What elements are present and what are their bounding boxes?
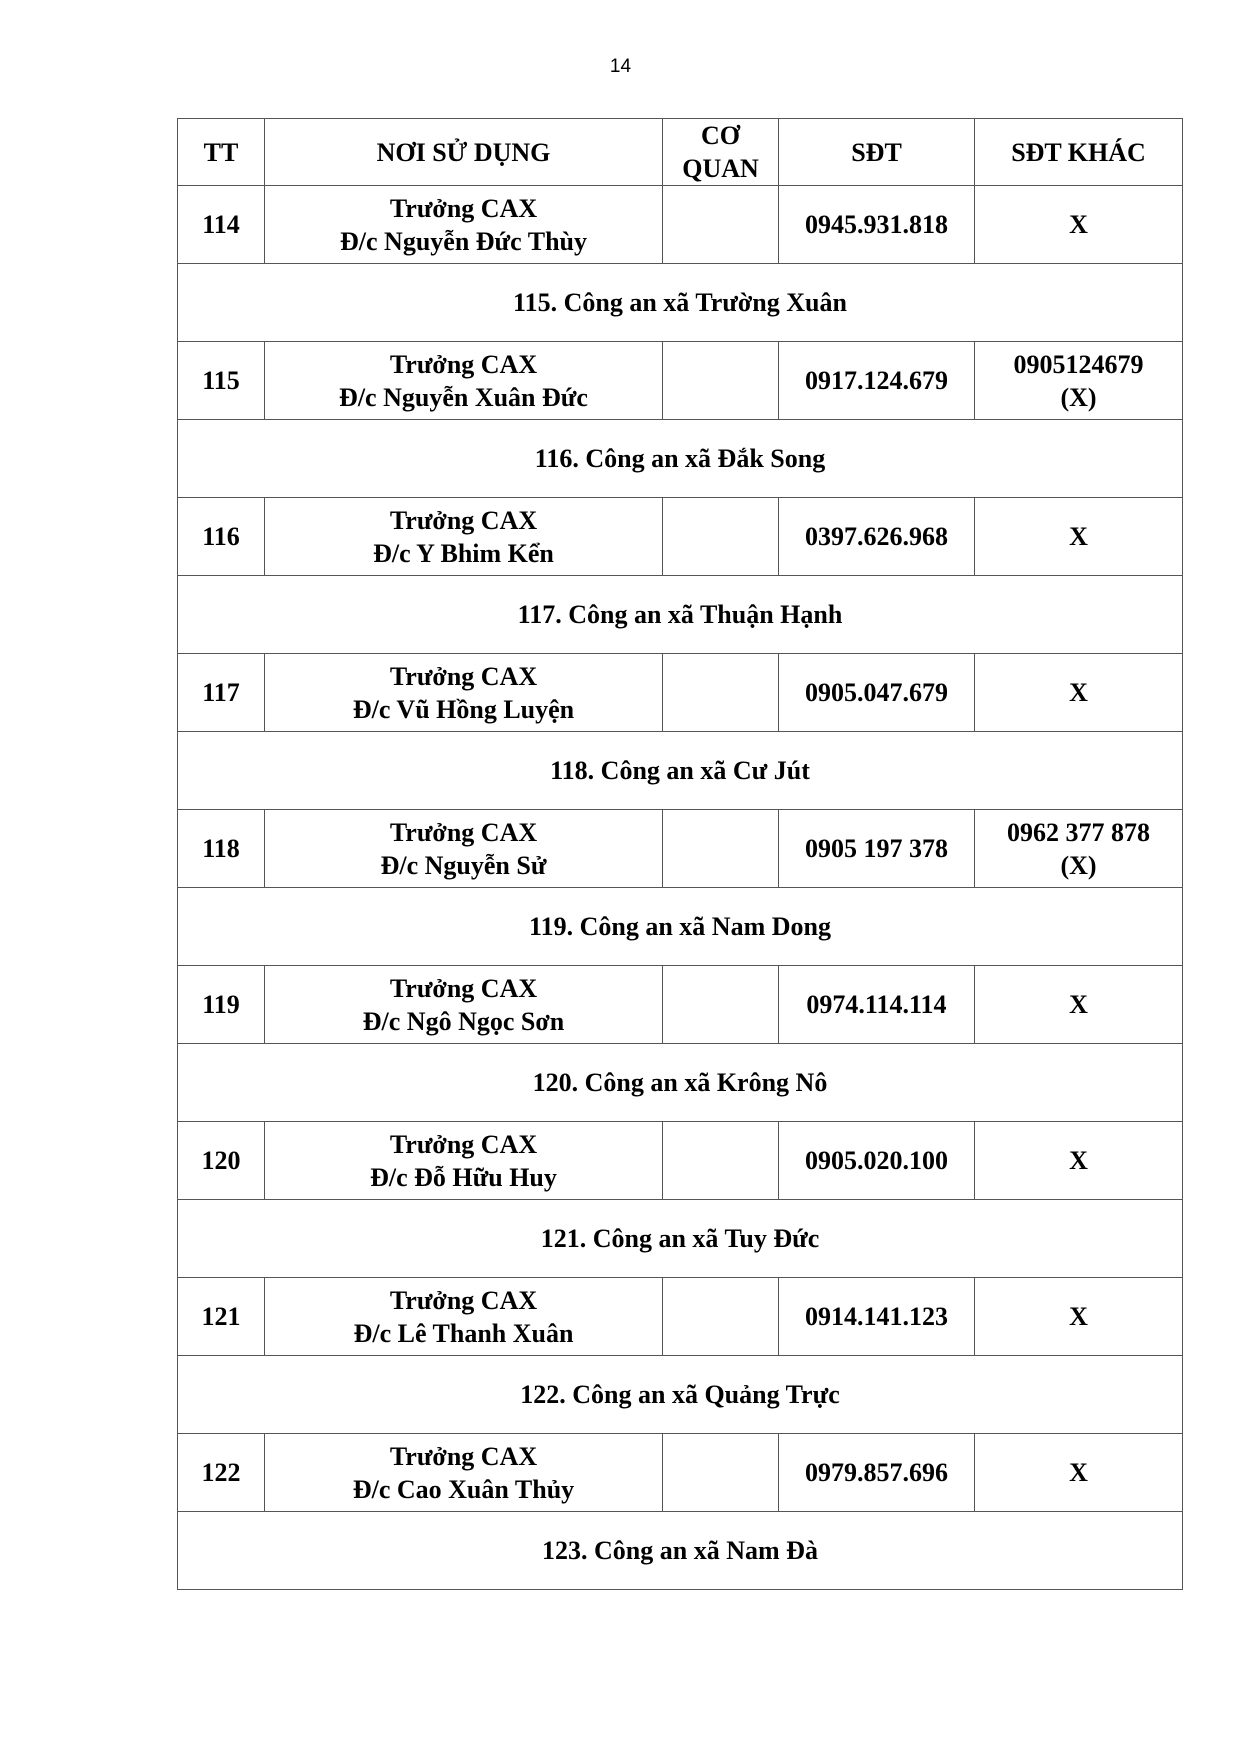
cell-noi-su-dung <box>265 342 663 420</box>
header-co-quan: CƠ QUAN <box>663 119 779 186</box>
sdt-khac-line: X <box>1069 210 1088 239</box>
section-row <box>178 1356 1183 1434</box>
table-row <box>178 186 1183 264</box>
cell-sdt: 0917.124.679 <box>779 342 975 420</box>
table-row <box>178 1122 1183 1200</box>
header-sdt-khac: SĐT KHÁC <box>975 119 1183 186</box>
role-label: Trưởng CAX <box>389 1441 538 1471</box>
cell-co-quan <box>663 342 779 420</box>
cell-sdt-khac <box>975 498 1183 576</box>
cell-sdt-khac <box>975 966 1183 1044</box>
cell-noi-su-dung <box>265 186 663 264</box>
sdt-khac-line: X <box>1069 1146 1088 1175</box>
section-row <box>178 732 1183 810</box>
person-name: Đ/c Vũ Hồng Luyện <box>352 694 575 724</box>
section-row <box>178 264 1183 342</box>
section-title: 121. Công an xã Tuy Đức <box>178 1200 1183 1278</box>
sdt-khac-line: (X) <box>1060 850 1097 880</box>
section-row <box>178 1044 1183 1122</box>
table-row <box>178 1278 1183 1356</box>
cell-co-quan <box>663 498 779 576</box>
cell-tt: 121 <box>178 1278 265 1356</box>
cell-tt: 116 <box>178 498 265 576</box>
role-label: Trưởng CAX <box>389 817 538 847</box>
cell-tt: 117 <box>178 654 265 732</box>
table-body <box>178 186 1183 1590</box>
cell-sdt-khac <box>975 654 1183 732</box>
section-title: 115. Công an xã Trường Xuân <box>178 264 1183 342</box>
person-name: Đ/c Nguyễn Sử <box>380 850 547 880</box>
table-row <box>178 966 1183 1044</box>
person-name: Đ/c Cao Xuân Thủy <box>352 1474 575 1504</box>
section-row <box>178 1512 1183 1590</box>
cell-sdt: 0974.114.114 <box>779 966 975 1044</box>
sdt-khac-line: X <box>1069 1458 1088 1487</box>
sdt-khac-line: X <box>1069 678 1088 707</box>
sdt-khac-line: X <box>1069 522 1088 551</box>
page-number: 14 <box>609 56 632 77</box>
sdt-khac-line: 0962 377 878 <box>1007 817 1150 847</box>
table-row <box>178 498 1183 576</box>
contact-table <box>177 118 1183 1590</box>
cell-sdt: 0905 197 378 <box>779 810 975 888</box>
cell-noi-su-dung <box>265 498 663 576</box>
cell-tt: 114 <box>178 186 265 264</box>
header-row <box>178 119 1183 186</box>
sdt-khac-line: (X) <box>1060 382 1097 412</box>
person-name: Đ/c Lê Thanh Xuân <box>353 1318 574 1348</box>
cell-co-quan <box>663 810 779 888</box>
role-label: Trưởng CAX <box>389 193 538 223</box>
cell-noi-su-dung <box>265 654 663 732</box>
section-title: 118. Công an xã Cư Jút <box>178 732 1183 810</box>
role-label: Trưởng CAX <box>389 505 538 535</box>
cell-sdt-khac <box>975 1434 1183 1512</box>
role-label: Trưởng CAX <box>389 1129 538 1159</box>
section-row <box>178 420 1183 498</box>
cell-sdt-khac <box>975 186 1183 264</box>
cell-sdt: 0914.141.123 <box>779 1278 975 1356</box>
cell-noi-su-dung <box>265 810 663 888</box>
section-row <box>178 888 1183 966</box>
role-label: Trưởng CAX <box>389 1285 538 1315</box>
header-tt: TT <box>178 119 265 186</box>
table-row <box>178 342 1183 420</box>
section-title: 117. Công an xã Thuận Hạnh <box>178 576 1183 654</box>
cell-noi-su-dung <box>265 1278 663 1356</box>
cell-tt: 119 <box>178 966 265 1044</box>
cell-co-quan <box>663 966 779 1044</box>
section-title: 123. Công an xã Nam Đà <box>178 1512 1183 1590</box>
table-row <box>178 654 1183 732</box>
person-name: Đ/c Đỗ Hữu Huy <box>370 1162 557 1192</box>
cell-sdt: 0397.626.968 <box>779 498 975 576</box>
person-name: Đ/c Nguyễn Đức Thùy <box>340 226 587 256</box>
table-row <box>178 1434 1183 1512</box>
sdt-khac-line: X <box>1069 1302 1088 1331</box>
person-name: Đ/c Ngô Ngọc Sơn <box>362 1006 565 1036</box>
role-label: Trưởng CAX <box>389 661 538 691</box>
cell-noi-su-dung <box>265 1122 663 1200</box>
section-title: 116. Công an xã Đắk Song <box>178 420 1183 498</box>
cell-co-quan <box>663 1434 779 1512</box>
table-row <box>178 810 1183 888</box>
cell-sdt: 0905.020.100 <box>779 1122 975 1200</box>
cell-tt: 118 <box>178 810 265 888</box>
cell-tt: 120 <box>178 1122 265 1200</box>
sdt-khac-line: X <box>1069 990 1088 1019</box>
cell-sdt: 0979.857.696 <box>779 1434 975 1512</box>
cell-co-quan <box>663 1278 779 1356</box>
header-noi-su-dung: NƠI SỬ DỤNG <box>265 119 663 186</box>
cell-sdt: 0905.047.679 <box>779 654 975 732</box>
sdt-khac-line: 0905124679 <box>1013 349 1144 379</box>
cell-sdt-khac <box>975 1122 1183 1200</box>
role-label: Trưởng CAX <box>389 349 538 379</box>
cell-tt: 122 <box>178 1434 265 1512</box>
role-label: Trưởng CAX <box>389 973 538 1003</box>
person-name: Đ/c Y Bhim Kển <box>373 538 554 568</box>
cell-sdt-khac <box>975 342 1183 420</box>
section-title: 120. Công an xã Krông Nô <box>178 1044 1183 1122</box>
cell-co-quan <box>663 1122 779 1200</box>
cell-sdt: 0945.931.818 <box>779 186 975 264</box>
cell-sdt-khac <box>975 1278 1183 1356</box>
cell-tt: 115 <box>178 342 265 420</box>
header-sdt: SĐT <box>779 119 975 186</box>
person-name: Đ/c Nguyễn Xuân Đức <box>339 382 588 412</box>
section-row <box>178 1200 1183 1278</box>
cell-co-quan <box>663 654 779 732</box>
section-row <box>178 576 1183 654</box>
cell-noi-su-dung <box>265 966 663 1044</box>
cell-co-quan <box>663 186 779 264</box>
cell-noi-su-dung <box>265 1434 663 1512</box>
section-title: 122. Công an xã Quảng Trực <box>178 1356 1183 1434</box>
section-title: 119. Công an xã Nam Dong <box>178 888 1183 966</box>
cell-sdt-khac <box>975 810 1183 888</box>
